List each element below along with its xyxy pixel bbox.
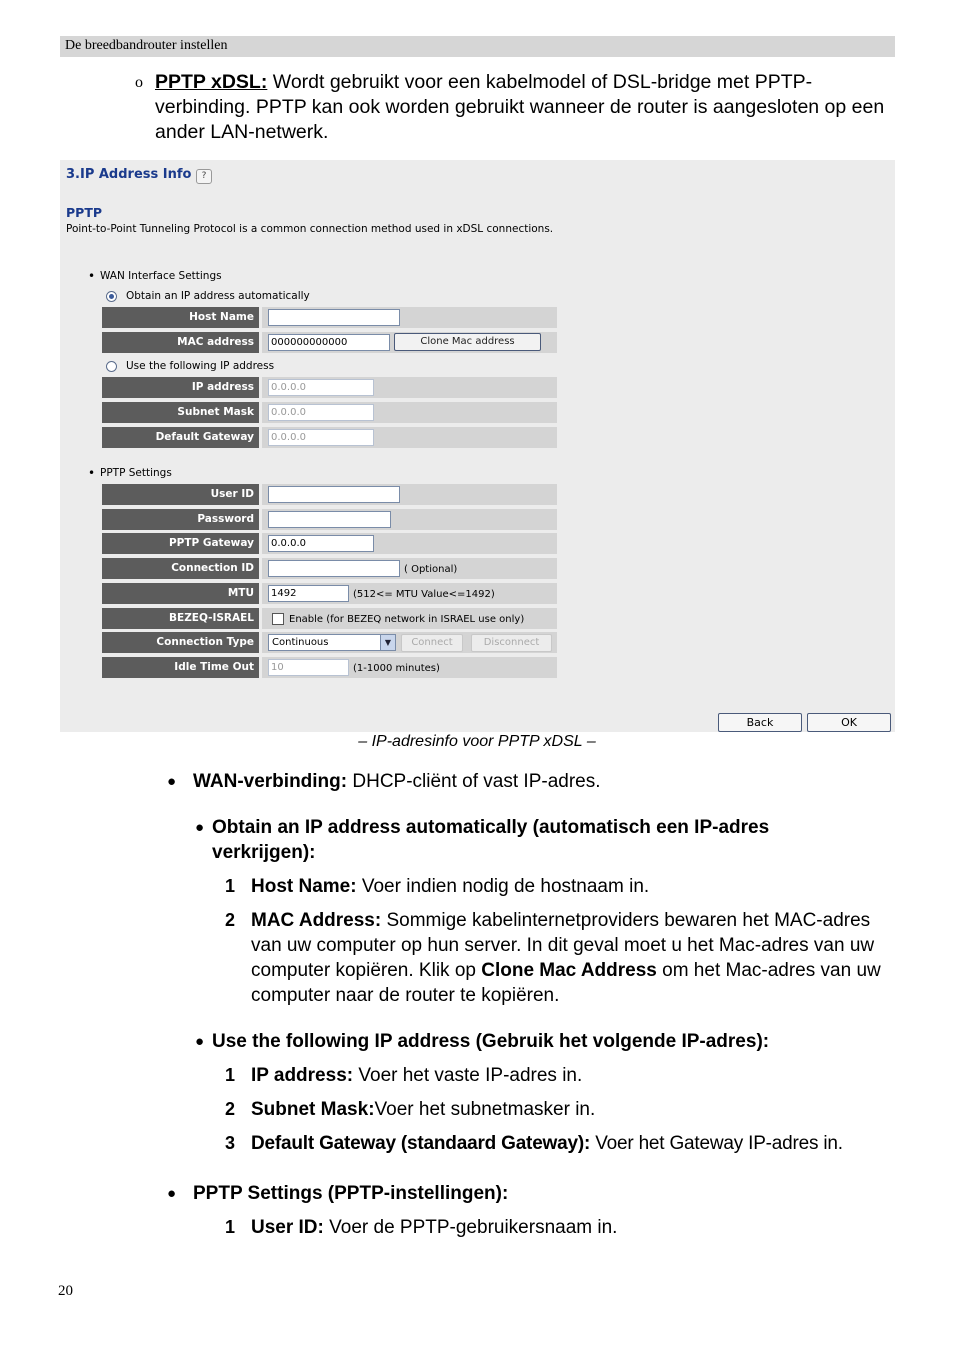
pptp-gateway-label: PPTP Gateway [102,533,259,554]
chevron-down-icon[interactable]: ▼ [380,635,395,650]
item-text: Sommige kabelinternetproviders bewaren het MAC-adres van uw computer op hun server. In dit geval moet u het Mac-adres van uw computer kopiëren. Klik op [251,910,875,981]
radio-auto-indicator[interactable] [106,291,117,302]
router-screenshot [60,160,895,732]
pptp-description: Point-to-Point Tunneling Protocol is a common connection method used in xDSL connections. [66,223,554,235]
list-number: 1 [225,876,236,896]
item-text-end: om het Mac-adres van uw computer naar de router te kopiëren. [251,960,881,1006]
clone-mac-button[interactable]: Clone Mac address [394,333,541,351]
radio-manual-indicator[interactable] [106,361,117,372]
pptp-gateway-input[interactable]: 0.0.0.0 [268,535,374,552]
user-id-input[interactable] [268,486,400,503]
radio-auto-label: Obtain an IP address automatically [126,290,310,302]
idle-time-row [102,657,557,678]
subnet-mask-input[interactable]: 0.0.0.0 [268,404,374,421]
ip-address-row [102,377,557,398]
idle-time-input[interactable]: 10 [268,659,349,676]
item-text: Voer de PPTP-gebruikersnaam in. [323,1217,618,1238]
help-icon[interactable]: ? [196,169,212,184]
connection-type-row [102,632,557,653]
default-gateway-input[interactable]: 0.0.0.0 [268,429,374,446]
intro-term: PPTP xDSL: [155,71,268,93]
list-number: 2 [225,910,236,930]
intro-paragraph [135,70,895,145]
host-name-label: Host Name [102,307,259,328]
connection-id-row [102,558,557,579]
mac-address-label: MAC address [102,332,259,353]
item-term: Host Name: [251,876,357,897]
default-gateway-row [102,427,557,448]
mtu-note: (512<= MTU Value<=1492) [353,589,495,600]
connection-type-value: Continuous [272,637,329,648]
wan-term: WAN-verbinding: [193,771,348,792]
wan-text: DHCP-cliënt of vast IP-adres. [347,771,601,792]
password-label: Password [102,509,259,530]
bezeq-note: Enable (for BEZEQ network in ISRAEL use only) [289,614,525,625]
mtu-row [102,583,557,604]
list-number: 2 [225,1099,236,1119]
wan-paragraph [193,769,893,794]
bezeq-row [102,608,557,629]
connect-button[interactable]: Connect [401,634,463,652]
ok-button[interactable]: OK [807,713,891,732]
page-number: 20 [58,1283,73,1299]
item-term: Subnet Mask: [251,1099,375,1120]
wan-section-label: • WAN Interface Settings [100,270,222,282]
user-id-row [102,484,557,505]
pptp-section-label: • PPTP Settings [100,467,172,479]
intro-text: Wordt gebruikt voor een kabelmodel of DSL-bridge met PPTP-verbinding. PPTP kan ook worden gebruikt wanneer de router is aangesloten op een ander LAN-netwerk. [155,71,885,143]
connection-type-label: Connection Type [102,632,259,653]
subnet-mask-row [102,402,557,423]
connection-type-select[interactable] [268,634,396,651]
list-item [251,1097,891,1122]
item-term: MAC Address: [251,910,382,931]
item-text: Voer indien nodig de hostnaam in. [356,876,650,897]
item-text: Voer het Gateway IP-adres in. [590,1133,843,1154]
connection-id-note: ( Optional) [404,564,458,575]
back-button[interactable]: Back [718,713,802,732]
screenshot-title: 3.IP Address Info [66,167,192,182]
connection-id-label: Connection ID [102,558,259,579]
bezeq-label: BEZEQ-ISRAEL [102,608,259,629]
item-term: User ID: [251,1217,324,1238]
mtu-input[interactable]: 1492 [268,585,349,602]
subnet-mask-label: Subnet Mask [102,402,259,423]
item-term-inline: Clone Mac Address [481,960,657,981]
user-id-label: User ID [102,484,259,505]
list-item [251,1131,911,1156]
pptp-gateway-row [102,533,557,554]
host-name-row [102,307,557,328]
idle-time-note: (1-1000 minutes) [353,663,440,674]
connection-id-input[interactable] [268,560,400,577]
running-header: De breedbandrouter instellen [65,38,228,53]
ip-address-input[interactable]: 0.0.0.0 [268,379,374,396]
bullet-dot: ● [167,1185,177,1202]
list-item [251,1063,891,1088]
idle-time-label: Idle Time Out [102,657,259,678]
bezeq-checkbox[interactable] [272,613,284,625]
ip-address-label: IP address [102,377,259,398]
bullet-dot: ● [195,819,205,836]
item-text: Voer het subnetmasker in. [374,1099,596,1120]
item-term: Default Gateway (standaard Gateway): [251,1133,591,1154]
default-gateway-label: Default Gateway [102,427,259,448]
pptp-heading: PPTP [66,205,103,220]
bullet-dot: ● [195,1033,205,1050]
bullet-dot: ● [167,773,177,790]
mac-address-input[interactable]: 000000000000 [268,334,390,351]
mac-address-row [102,332,557,353]
password-row [102,509,557,530]
list-number: 3 [225,1133,236,1153]
auto-heading: Obtain an IP address automatically (automatisch een IP-adres verkrijgen): [212,817,770,863]
item-term: IP address: [251,1065,354,1086]
intro-bullet: o [135,74,143,91]
pptp-settings-heading: PPTP Settings (PPTP-instellingen): [193,1183,509,1204]
list-number: 1 [225,1065,236,1085]
password-input[interactable] [268,511,391,528]
list-item [251,1215,891,1240]
list-item [251,908,896,1008]
item-text: Voer het vaste IP-adres in. [353,1065,583,1086]
manual-heading: Use the following IP address (Gebruik het volgende IP-adres): [212,1031,770,1052]
radio-manual-label: Use the following IP address [126,360,275,372]
disconnect-button[interactable]: Disconnect [471,634,552,652]
list-number: 1 [225,1217,236,1237]
figure-caption: – IP-adresinfo voor PPTP xDSL – [358,733,596,750]
host-name-input[interactable] [268,309,400,326]
mtu-label: MTU [102,583,259,604]
list-item [251,874,891,899]
